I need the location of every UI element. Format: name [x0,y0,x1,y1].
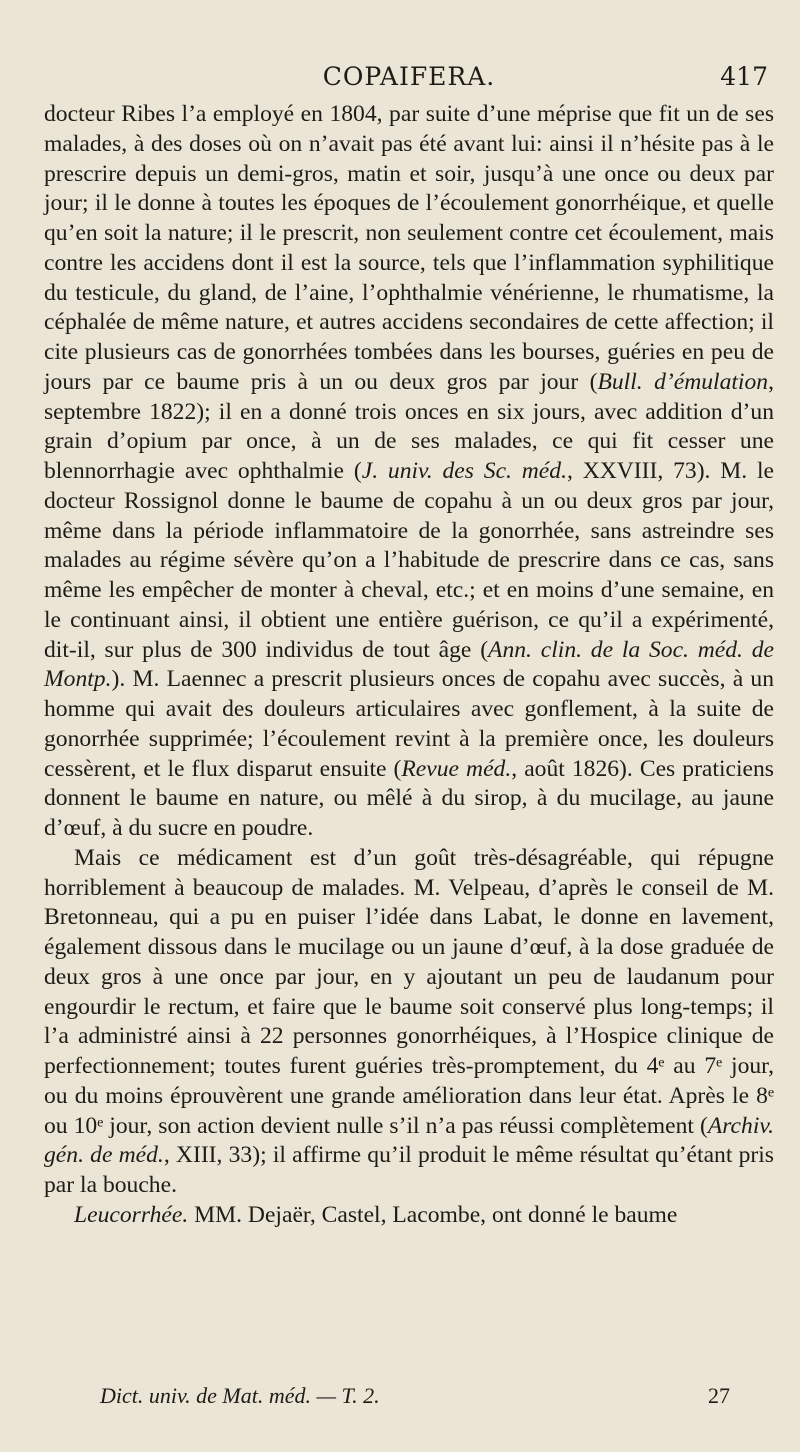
page-number: 417 [720,62,768,91]
citation: Revue méd. [401,755,512,782]
citation: J. univ. des Sc. méd. [361,458,567,484]
text-run: ). M. Laennec a prescrit plusieurs onces de copahu avec succès, à un homme qui avait des douleurs articulaires avec gonflement, à la suite de gonorrhée supprimée; l’écoulement revint à la première once, les douleurs cessèrent, et le flux disparut ensuite ( [44,666,774,782]
citation: Archiv. gén. de méd. [44,1112,774,1169]
signature-number: 27 [708,1383,730,1408]
running-title: COPAIFERA. [322,62,496,91]
running-head [44,56,774,100]
citation: Ann. clin. de la Soc. méd. de Montp. [44,636,774,693]
paragraph-copahu-doses [44,100,774,844]
body-text [44,100,774,1231]
paragraph-leucorrhee [44,1201,774,1231]
paragraph-lavement [44,844,774,1201]
text-run: Mais ce médicament est d’un goût très-désagréable, qui répugne horriblement à beaucoup de malades. M. Velpeau, d’après le conseil de M. Bretonneau, qui a pu en puiser l’idée dans Labat, le donne en lavement, également dissous dans le mucilage ou un jaune d’œuf, à la dose graduée de deux gros à une once par jour, en y ajoutant un peu de laudanum pour engourdir le rectum, et faire que le baume soit conservé plus long-temps; il l’a administré ainsi à 22 personnes gonorrhéiques, à l’Hospice clinique de perfectionnement; toutes furent guéries très-promptement, du 4ᵉ au 7ᵉ jour, ou du moins éprouvèrent une grande amélioration dans leur état. Après le 8ᵉ ou 10ᵉ jour, son action devient nulle s’il n’a pas réussi complètement ( [44,844,774,1139]
text-run: , XIII, 33); il affirme qu’il produit le même résultat qu’étant pris par la bouche. [44,1142,774,1198]
text-run: , XXVIII, 73). M. le docteur Rossignol donne le baume de copahu à un ou deux gros par jour, même dans la période inflammatoire de la gonorrhée, sans astreindre ses malades au régime sévère qu’on a l’habitude de prescrire dans ce cas, sans même les empêcher de monter à cheval, etc.; et en moins d’une semaine, en le continuant ainsi, il obtient une entière guérison, ce qu’il a expérimenté, dit-il, sur plus de 300 individus de tout âge ( [44,458,774,663]
text-run: , septembre 1822); il en a donné trois onces en six jours, avec addition d’un grain d’opium par once, à un de ses malades, ce qui fit cesser une blennorrhagie avec ophthalmie ( [44,368,774,484]
citation: Bull. d’émulation [597,368,769,395]
signature-line [100,1383,730,1417]
section-lead: Leucorrhée. [74,1201,189,1228]
text-run: , août 1826). Ces praticiens donnent le baume en nature, ou mêlé à du sirop, à du mucilage, au jaune d’œuf, à du sucre en poudre. [44,755,774,841]
text-run: MM. Dejaër, Castel, Lacombe, ont donné le baume [188,1201,678,1228]
signature-mark: Dict. univ. de Mat. méd. — T. 2. [100,1383,380,1408]
text-run: docteur Ribes l’a employé en 1804, par suite d’une méprise que fit un de ses malades, à des doses où on n’avait pas été avant lui: ainsi il n’hésite pas à le prescrire depuis un demi-gros, matin et soir, jusqu’à une once ou deux par jour; il le donne à toutes les époques de l’écoulement gonorrhéique, et quelle qu’en soit la nature; il le prescrit, non seulement contre cet écoulement, mais contre les accidens dont il est la source, tels que l’inflammation syphilitique du testicule, du gland, de l’aine, l’ophthalmie vénérienne, le rhumatisme, la céphalée de même nature, et autres accidens secondaires de cette affection; il cite plusieurs cas de gonorrhées tombées dans les bourses, guéries en peu de jours par ce baume pris à un ou deux gros par jour ( [44,101,774,395]
